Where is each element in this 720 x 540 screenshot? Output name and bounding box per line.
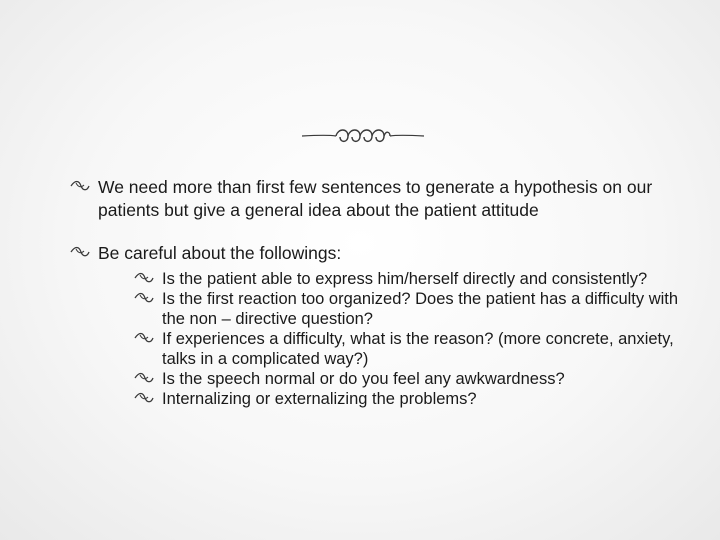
sub-bullet-text: Internalizing or externalizing the problems? <box>162 390 477 408</box>
sub-bullet-item <box>134 369 680 389</box>
sub-bullet-list <box>134 269 680 409</box>
bullet-item <box>70 242 680 409</box>
swirl-bullet-icon <box>70 179 90 193</box>
sub-bullet-text: If experiences a difficulty, what is the reason? (more concrete, anxiety, talks in a complicated way?) <box>162 330 674 368</box>
sub-bullet-item <box>134 269 680 289</box>
sub-bullet-item <box>134 389 680 409</box>
bullet-item <box>70 176 680 222</box>
swirl-bullet-icon <box>134 391 154 405</box>
ornament-divider-icon <box>300 124 426 148</box>
sub-bullet-text: Is the first reaction too organized? Does the patient has a difficulty with the non – directive question? <box>162 290 679 328</box>
swirl-bullet-icon <box>134 271 154 285</box>
sub-bullet-item <box>134 289 680 329</box>
swirl-bullet-icon <box>70 245 90 259</box>
bullet-text: We need more than first few sentences to generate a hypothesis on our patients but give a general idea about the patient attitude <box>98 177 653 220</box>
swirl-bullet-icon <box>134 291 154 305</box>
bullet-list <box>70 176 680 429</box>
sub-bullet-text: Is the patient able to express him/herself directly and consistently? <box>162 270 648 288</box>
sub-bullet-item <box>134 329 680 369</box>
bullet-text: Be careful about the followings: <box>98 243 342 263</box>
swirl-bullet-icon <box>134 371 154 385</box>
sub-bullet-text: Is the speech normal or do you feel any awkwardness? <box>162 370 565 388</box>
swirl-bullet-icon <box>134 331 154 345</box>
